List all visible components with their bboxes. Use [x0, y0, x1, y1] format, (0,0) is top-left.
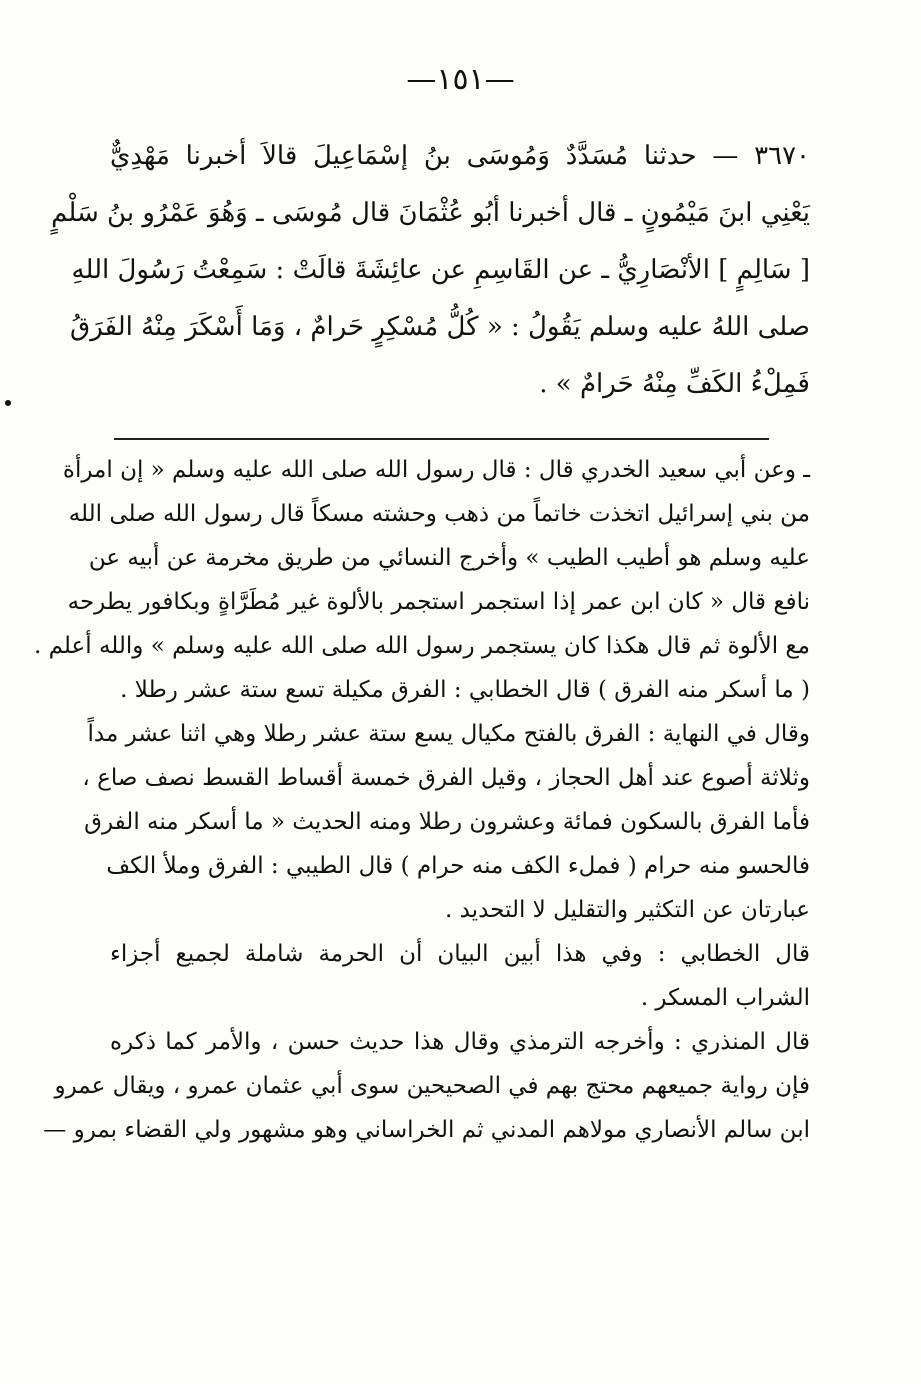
commentary-line: ( ما أسكر منه الفرق ) قال الخطابي : الفرق مكيلة تسع ستة عشر رطلا . [120, 677, 810, 703]
commentary-line: ابن سالم الأنصاري مولاهم المدني ثم الخراساني وهو مشهور ولي القضاء بمرو — [43, 1117, 810, 1143]
hadith-text [51, 128, 810, 413]
hadith-line: صلى اللهُ عليه وسلم يَقُولُ : « كُلُّ مُسْكِرٍ حَرامٌ ، وَمَا أَسْكَرَ مِنْهُ الفَرَقُ [70, 312, 810, 342]
hadith-line: فَمِلْءُ الكَفِّ مِنْهُ حَرامٌ » . [539, 369, 810, 399]
commentary-line: قال المنذري : وأخرجه الترمذي وقال هذا حديث حسن ، والأمر كما ذكره [110, 1029, 810, 1055]
commentary-line: الشراب المسكر . [640, 985, 810, 1011]
footnote-divider [114, 438, 769, 440]
commentary-line: عليه وسلم هو أطيب الطيب » وأخرج النسائي من طريق مخرمة عن أبيه عن [88, 545, 810, 571]
commentary-line: ـ وعن أبي سعيد الخدري قال : قال رسول الله صلى الله عليه وسلم « إن امرأة [62, 457, 810, 483]
commentary-line: مع الألوة ثم قال هكذا كان يستجمر رسول الله صلى الله عليه وسلم » والله أعلم . [34, 633, 810, 659]
hadith-line: ٣٦٧٠ — حدثنا مُسَدَّدٌ وَمُوسَى بنُ إسْمَاعِيلَ قالاَ أخبرنا مَهْدِيٌّ [110, 141, 810, 171]
commentary-line: من بني إسرائيل اتخذت خاتماً من ذهب وحشته مسكاً قال رسول الله صلى الله [68, 501, 810, 527]
hadith-line: يَعْنِي ابنَ مَيْمُونٍ ـ قال أخبرنا أبُو عُثْمَانَ قال مُوسَى ـ وَهُوَ عَمْرُو بنُ سَلْمٍ [51, 198, 810, 228]
commentary-line: فأما الفرق بالسكون فمائة وعشرون رطلا ومنه الحديث « ما أسكر منه الفرق [84, 809, 810, 835]
margin-dot [5, 400, 11, 406]
commentary-line: فالحسو منه حرام ( فملء الكف منه حرام ) قال الطيبي : الفرق وملأ الكف [106, 853, 810, 879]
commentary-line: وثلاثة أصوع عند أهل الحجاز ، وقيل الفرق خمسة أقساط القسط نصف صاع ، [82, 765, 810, 791]
hadith-line: [ سَالِمٍ ] الأنْصَارِيُّ ـ عن القَاسِمِ عن عائِشَةَ قالَتْ : سَمِعْتُ رَسُولَ اللهِ [71, 255, 810, 285]
page-number: —١٥١— [406, 62, 515, 97]
commentary-line: نافع قال « كان ابن عمر إذا استجمر استجمر بالألوة غير مُطَرَّاةٍ وبكافور يطرحه [67, 589, 810, 615]
commentary-line: عبارتان عن التكثير والتقليل لا التحديد . [444, 897, 810, 923]
commentary-line: قال الخطابي : وفي هذا أبين البيان أن الحرمة شاملة لجميع أجزاء [110, 941, 810, 967]
commentary-line: وقال في النهاية : الفرق بالفتح مكيال يسع ستة عشر رطلا وهي اثنا عشر مداً [87, 721, 810, 747]
commentary-text [34, 448, 810, 1152]
commentary-line: فإن رواية جميعهم محتج بهم في الصحيحين سوى أبي عثمان عمرو ، ويقال عمرو [54, 1073, 810, 1099]
